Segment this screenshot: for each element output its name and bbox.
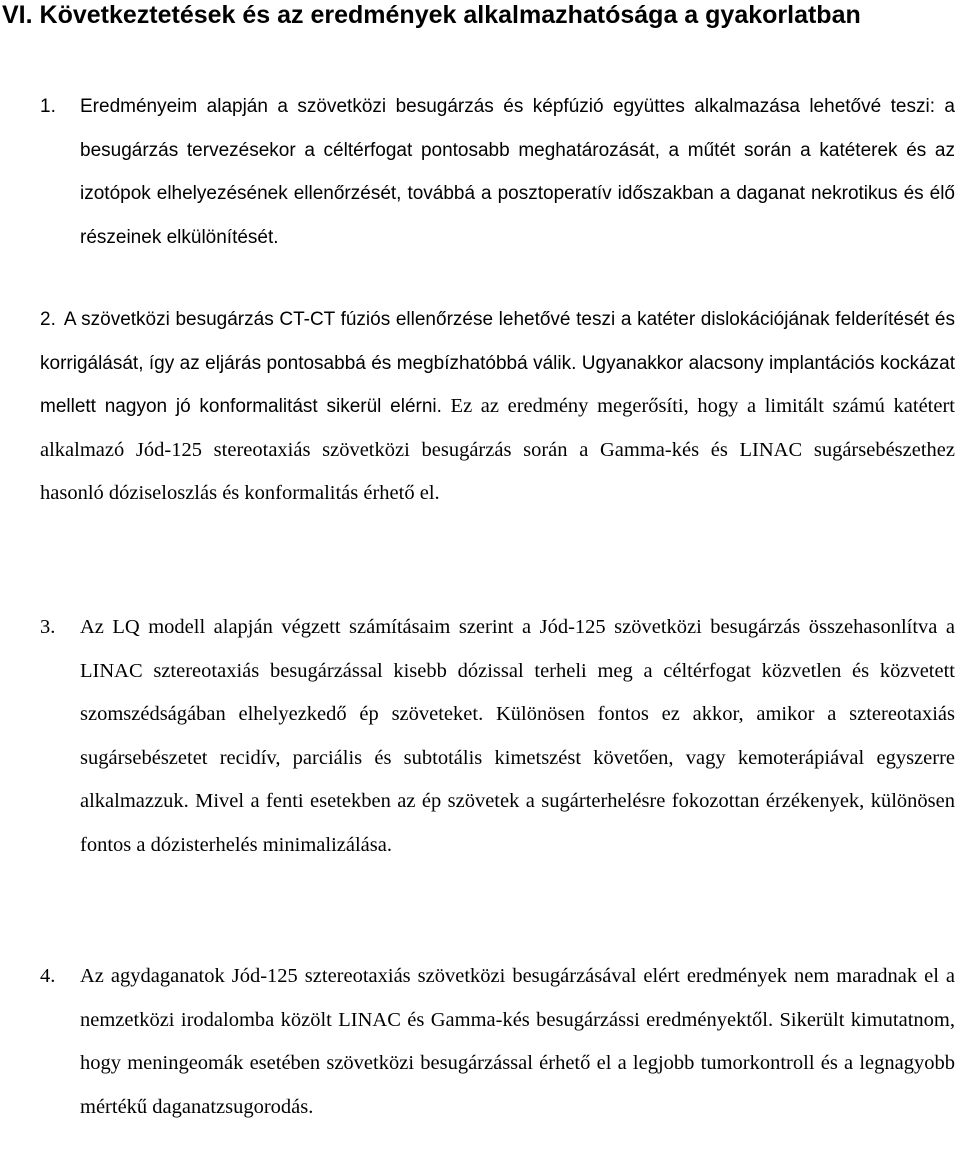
conclusion-item-4	[40, 955, 955, 1129]
item-text-part-b: Ez az eredmény megerősíti, hogy a limitált számú katétert alkalmazó Jód-125 stereotaxiás szövetközi besugárzás során a Gamma-kés és LINAC sugársebészethez hasonló dóziseloszlás és konformalitás érhető el.	[40, 395, 956, 504]
item-number: 2.	[40, 309, 56, 330]
item-number: 1.	[40, 96, 56, 117]
conclusion-item-3	[40, 606, 955, 867]
section-title: VI. Következtetések és az eredmények alkalmazhatósága a gyakorlatban	[2, 1, 861, 29]
item-text-part-a: A szövetközi besugárzás CT-CT fúziós ellenőrzése lehetővé teszi a katéter dislokációjának felderítését és korrigálását, így az eljárás pontosabbá és megbízhatóbbá válik. Ugyanakkor alacsony implantációs kockázat mellett nagyon jó konformalitást sikerül elérni.	[40, 309, 955, 417]
item-number: 4.	[40, 965, 56, 987]
item-number: 3.	[40, 616, 56, 638]
conclusion-item-1	[40, 85, 955, 259]
item-text: Az LQ modell alapján végzett számításaim szerint a Jód-125 szövetközi besugárzás összehasonlítva a LINAC sztereotaxiás besugárzással kisebb dózissal terheli meg a céltérfogat közvetlen és közvetett szomszédságában elhelyezkedő ép szöveteket. Különösen fontos ez akkor, amikor a sztereotaxiás sugársebészetet recidív, parciális és subtotális kimetszést követően, vagy kemoterápiával egyszerre alkalmazzuk. Mivel a fenti esetekben az ép szövetek a sugárterhelésre fokozottan érzékenyek, különösen fontos a dózisterhelés minimalizálása.	[80, 616, 955, 856]
item-text: Eredményeim alapján a szövetközi besugárzás és képfúzió együttes alkalmazása lehetővé teszi: a besugárzás tervezésekor a céltérfogat pontosabb meghatározását, a műtét során a katéterek és az izotópok elhelyezésének ellenőrzését, továbbá a posztoperatív időszakban a daganat nekrotikus és élő részeinek elkülönítését.	[80, 96, 955, 248]
conclusion-item-2	[40, 298, 955, 516]
item-text: Az agydaganatok Jód-125 sztereotaxiás szövetközi besugárzásával elért eredmények nem maradnak el a nemzetközi irodalomba közölt LINAC és Gamma-kés besugárzássi eredményektől. Sikerült kimutatnom, hogy meningeomák esetében szövetközi besugárzással érhető el a legjobb tumorkontroll és a legnagyobb mértékű daganatzsugorodás.	[80, 965, 955, 1118]
